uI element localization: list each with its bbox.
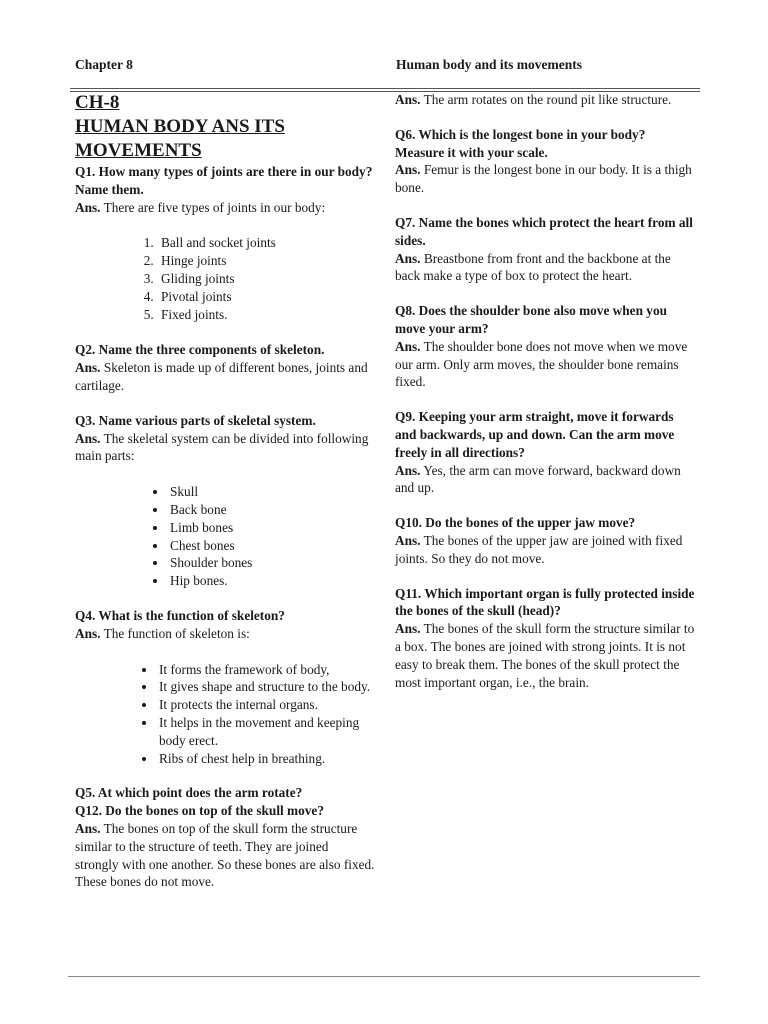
question-3 <box>75 412 375 465</box>
list-item: • It gives shape and structure to the body. <box>157 678 375 696</box>
answer-label: Ans. <box>395 462 421 478</box>
list-item: • Hip bones. <box>168 572 375 590</box>
list-item: • Limb bones <box>168 519 375 537</box>
question-text: Q8. Does the shoulder bone also move when you move your arm? <box>395 303 667 336</box>
answer-label: Ans. <box>395 250 421 266</box>
question-2 <box>75 341 375 394</box>
answer-label: Ans. <box>75 625 101 641</box>
list-item: • Chest bones <box>168 537 375 555</box>
answer-label: Ans. <box>395 338 421 354</box>
title-line-1: CH-8 <box>75 92 120 113</box>
question-text: Q4. What is the function of skeleton? <box>75 607 285 623</box>
answer-label: Ans. <box>75 199 101 215</box>
title-line-2: HUMAN BODY ANS ITS <box>75 116 285 137</box>
answer-text: The function of skeleton is: <box>100 625 250 641</box>
list-item: • Back bone <box>168 501 375 519</box>
answer-text: Femur is the longest bone in our body. It is a thigh bone. <box>395 162 692 196</box>
question-4 <box>75 607 375 643</box>
question-text: Q9. Keeping your arm straight, move it forwards and backwards, up and down. Can the arm move freely in all directions? <box>395 409 675 460</box>
answer-text: The skeletal system can be divided into following main parts: <box>75 430 369 464</box>
question-text: Q12. Do the bones on top of the skull move? <box>75 803 324 819</box>
question-text: Q1. How many types of joints are there in our body? Name them. <box>75 164 373 197</box>
list-item: • Ribs of chest help in breathing. <box>157 750 375 768</box>
list-item: 3. Gliding joints <box>157 270 375 288</box>
question-text: Q10. Do the bones of the upper jaw move? <box>395 515 636 531</box>
list-item: 1. Ball and socket joints <box>157 234 375 252</box>
right-column <box>395 91 695 691</box>
question-text: Q3. Name various parts of skeletal system. <box>75 412 316 428</box>
question-text: Q5. At which point does the arm rotate? <box>75 785 303 801</box>
question-9 <box>395 408 695 497</box>
list-item: • It protects the internal organs. <box>157 696 375 714</box>
answer-label: Ans. <box>395 532 421 548</box>
question-text: Q7. Name the bones which protect the heart from all sides. <box>395 214 693 248</box>
question-text: Q6. Which is the longest bone in your body? Measure it with your scale. <box>395 126 646 160</box>
list-item: • Skull <box>168 483 375 501</box>
answer-text: Skeleton is made up of different bones, joints and cartilage. <box>75 360 368 393</box>
answer-text: The arm rotates on the round pit like structure. <box>420 92 672 107</box>
question-1 <box>75 163 375 216</box>
question-text: Q2. Name the three components of skeleton. <box>75 342 325 358</box>
list-item: • It helps in the movement and keeping body erect. <box>157 714 375 750</box>
question-8 <box>395 302 695 391</box>
answer-5 <box>395 91 695 109</box>
title-line-3: MOVEMENTS <box>75 140 202 161</box>
answer-text: Breastbone from front and the backbone at the back make a type of box to protect the heart. <box>395 250 671 284</box>
question-6 <box>395 126 695 197</box>
question-7 <box>395 214 695 285</box>
answer-label: Ans. <box>75 820 101 836</box>
document-title <box>75 91 375 163</box>
answer-label: Ans. <box>75 430 101 446</box>
skeletal-parts-list <box>75 483 375 590</box>
answer-text: The bones of the skull form the structure similar to a box. The bones are joined with strong joints. It is not easy to break them. The bones of the skull protect the most important organ, i.e., the brain. <box>395 621 695 690</box>
question-5 <box>75 784 375 802</box>
list-item: 2. Hinge joints <box>157 252 375 270</box>
joint-types-list <box>75 234 375 323</box>
answer-text: The bones on top of the skull form the structure similar to the structure of teeth. They are joined strongly with one another. So these bones are also fixed. These bones do not move. <box>75 820 375 890</box>
left-column <box>75 91 375 891</box>
answer-label: Ans. <box>395 92 421 107</box>
question-11 <box>395 585 695 692</box>
answer-text: There are five types of joints in our body: <box>100 199 326 215</box>
answer-text: The shoulder bone does not move when we move our arm. Only arm moves, the shoulder bone remains fixed. <box>395 338 688 390</box>
answer-text: Yes, the arm can move forward, backward down and up. <box>395 462 681 496</box>
question-text: Q11. Which important organ is fully protected inside the bones of the skull (head)? <box>395 585 695 619</box>
answer-label: Ans. <box>395 621 421 637</box>
page-header-topic: Human body and its movements <box>396 57 583 72</box>
answer-text: The bones of the upper jaw are joined with fixed joints. So they do not move. <box>395 532 683 566</box>
footer-divider <box>68 976 700 977</box>
list-item: 4. Pivotal joints <box>157 288 375 306</box>
skeleton-functions-list <box>75 661 375 768</box>
answer-label: Ans. <box>395 162 421 178</box>
question-10 <box>395 514 695 567</box>
page-header-chapter: Chapter 8 <box>75 57 133 72</box>
list-item: • It forms the framework of body, <box>157 661 375 679</box>
list-item: 5. Fixed joints. <box>157 306 375 324</box>
question-12 <box>75 802 375 891</box>
list-item: • Shoulder bones <box>168 554 375 572</box>
answer-label: Ans. <box>75 360 101 376</box>
